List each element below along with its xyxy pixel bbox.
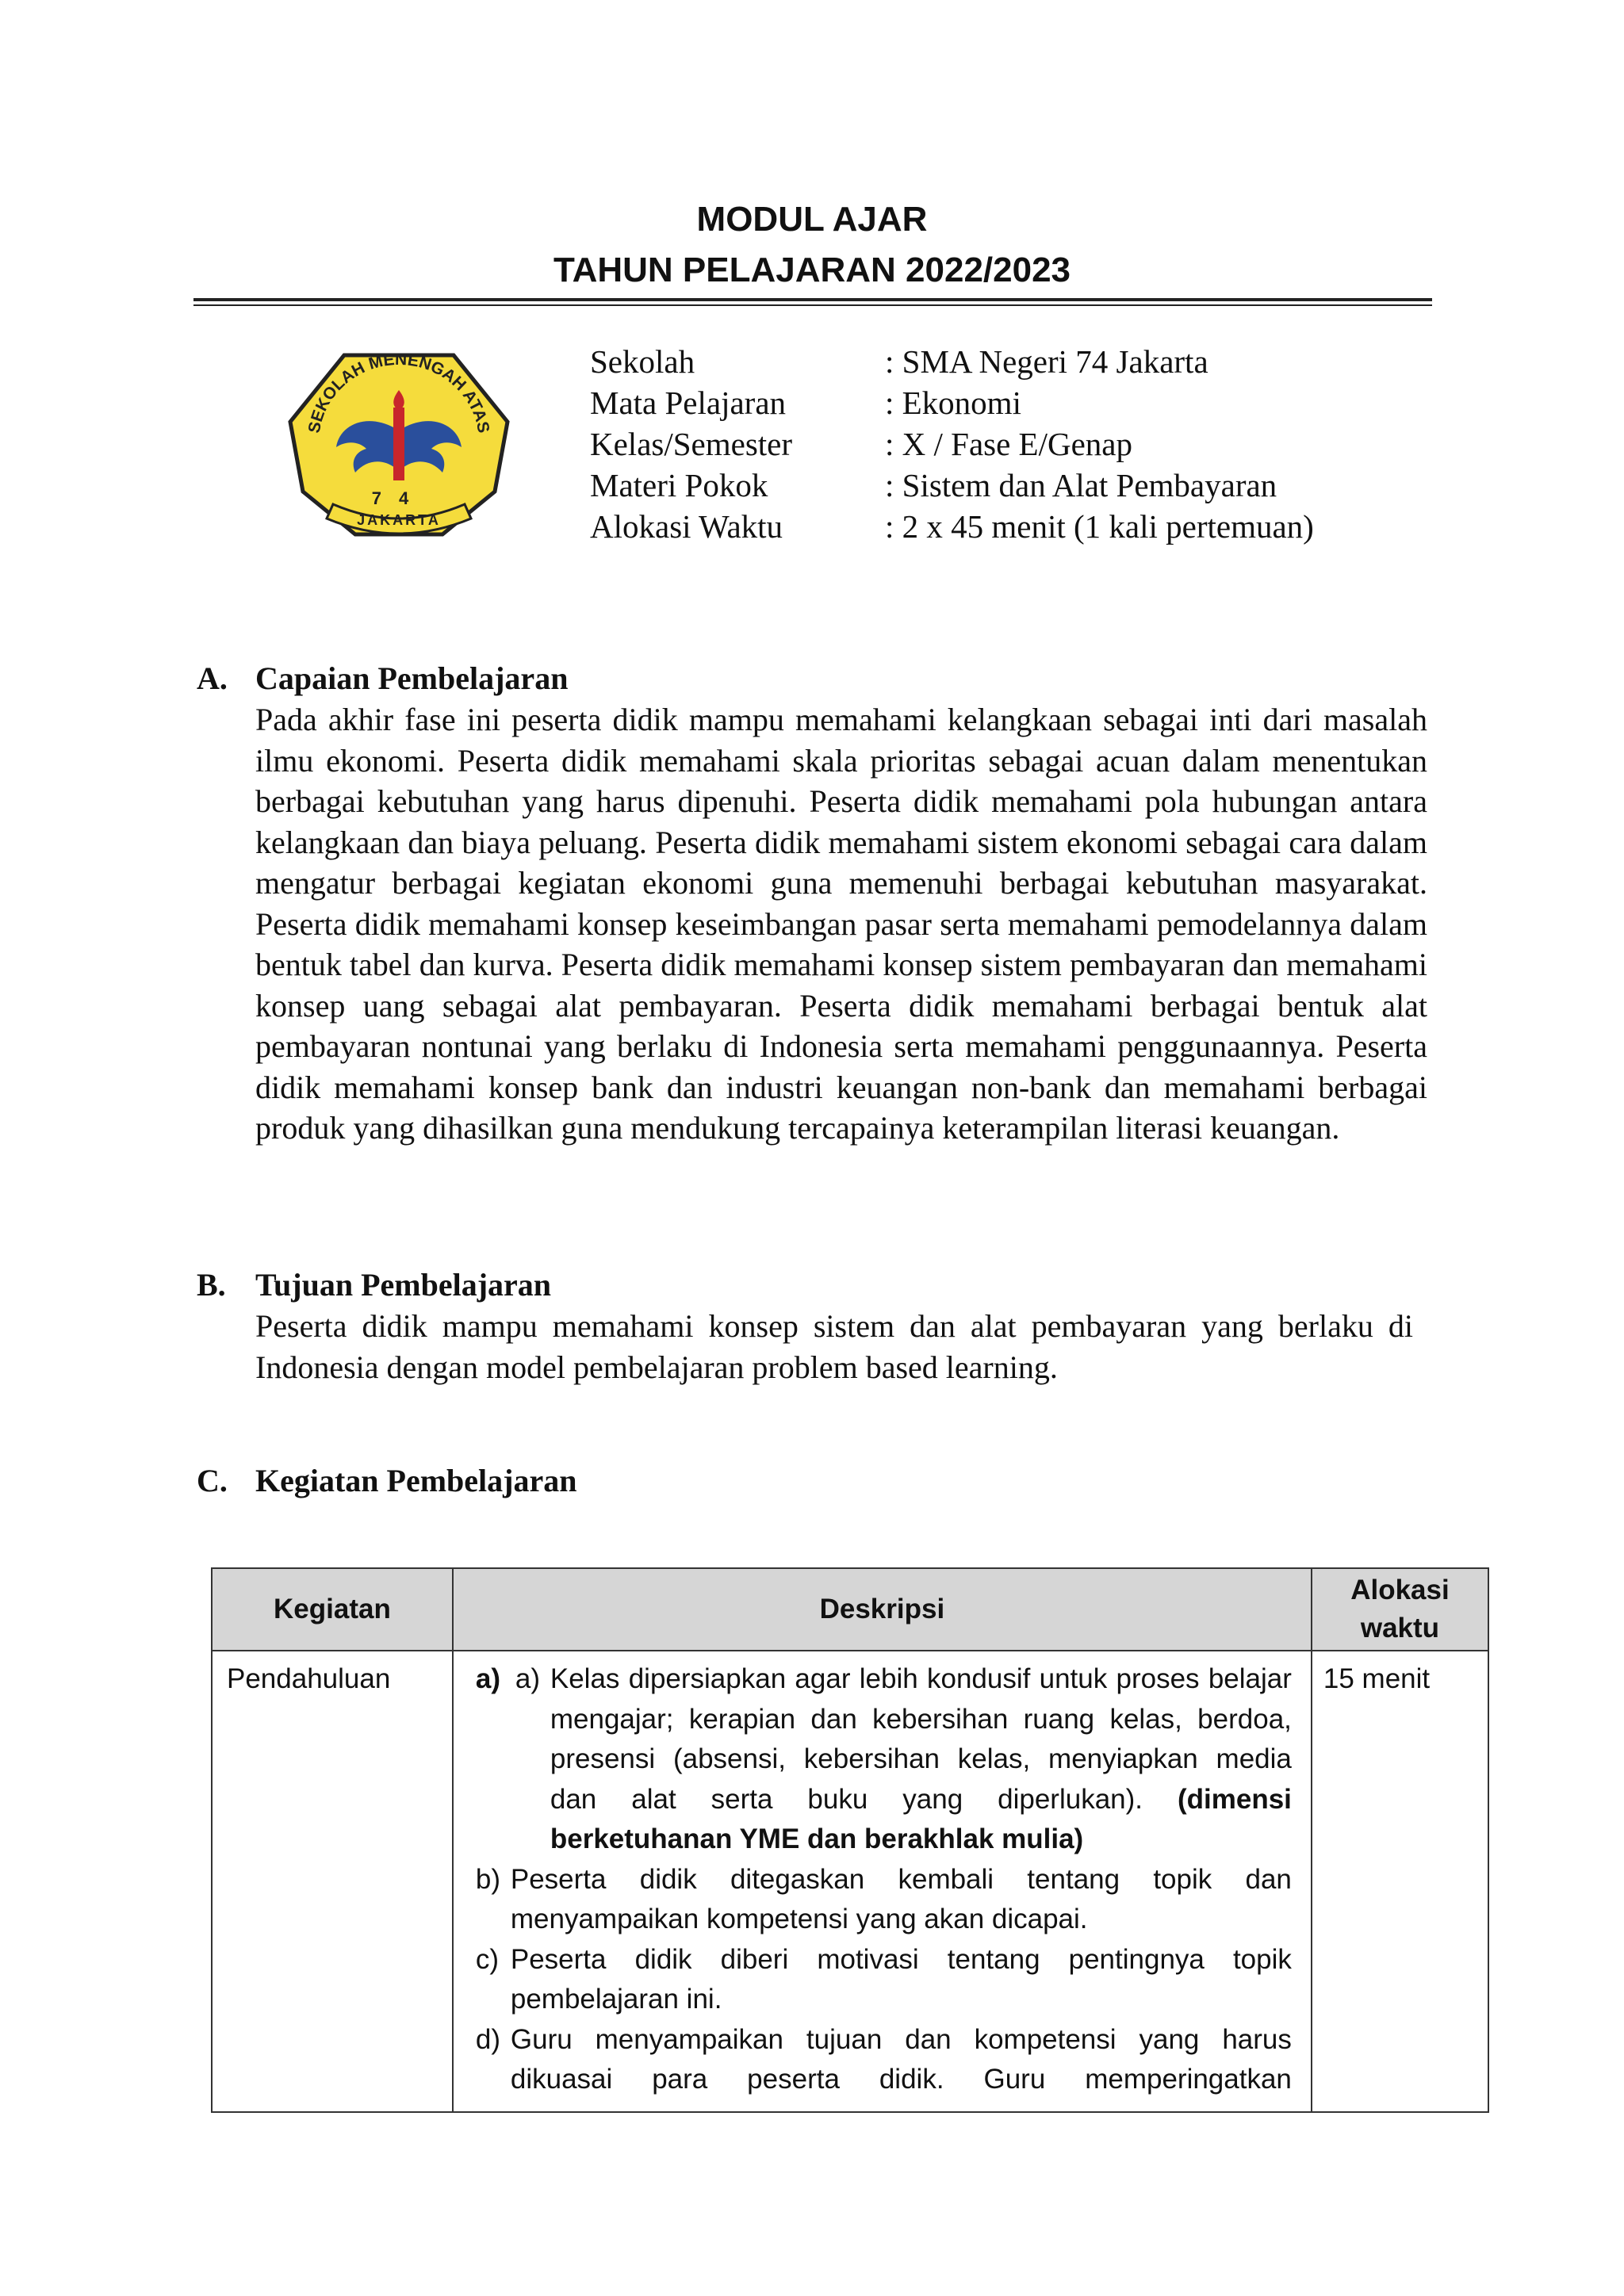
item-marker: a): [475, 1663, 500, 1694]
document-subtitle: TAHUN PELAJARAN 2022/2023: [553, 251, 1071, 289]
section-b-letter: B.: [197, 1267, 226, 1303]
logo-number: 74: [371, 488, 427, 508]
item-text-normal: Kelas dipersiapkan agar lebih kondusif untuk proses belajar mengajar; kerapian dan kebersihan ruang kelas, berdoa, presensi (absensi, kebersihan kelas, menyiapkan media dan alat serta buku yang diperlukan).: [550, 1663, 1292, 1815]
info-label: Alokasi Waktu: [590, 508, 783, 545]
section-c-title: Kegiatan Pembelajaran: [255, 1463, 577, 1498]
cell-alokasi: 15 menit: [1312, 1651, 1488, 2112]
section-a-body: Pada akhir fase ini peserta didik mampu memahami kelangkaan sebagai inti dari masalah ilmu ekonomi. Peserta didik memahami skala prioritas sebagai acuan dalam menentukan berbagai kebutuhan yang harus dipenuhi. Peserta didik memahami pola hubungan antara kelangkaan dan biaya peluang. Peserta didik memahami sistem ekonomi sebagai cara dalam mengatur berbagai kegiatan ekonomi guna memenuhi berbagai kebutuhan masyarakat. Peserta didik memahami konsep keseimbangan pasar serta memahami pemodelannya dalam bentuk tabel dan kurva. Peserta didik memahami konsep sistem pembayaran dan memahami konsep uang sebagai alat pembayaran. Peserta didik memahami berbagai bentuk alat pembayaran nontunai yang berlaku di Indonesia serta memahami penggunaannya. Peserta didik memahami konsep bank dan industri keuangan non-bank dan memahami berbagai produk yang dihasilkan guna mendukung tercapainya keterampilan literasi keuangan.: [255, 702, 1427, 1146]
info-value: : X / Fase E/Genap: [885, 426, 1132, 462]
logo-torch: [393, 408, 404, 480]
item-text: Guru menyampaikan tujuan dan kompetensi yang harus dikuasai para peserta didik. Guru memperingatkan: [510, 2023, 1292, 2095]
header-deskripsi: Deskripsi: [453, 1568, 1312, 1651]
cell-kegiatan: Pendahuluan: [212, 1651, 453, 2112]
info-label: Sekolah: [590, 343, 695, 380]
info-value: : SMA Negeri 74 Jakarta: [885, 343, 1208, 380]
info-value: : Sistem dan Alat Pembayaran: [885, 467, 1277, 503]
list-item: [476, 1940, 1292, 2020]
item-marker: d): [475, 2023, 500, 2055]
table-row: [212, 1651, 1488, 2112]
header-rule-thin: [193, 304, 1432, 306]
info-label: Materi Pokok: [590, 467, 768, 503]
header-alokasi-line1: Alokasi: [1350, 1575, 1450, 1605]
table-header-row: [212, 1568, 1488, 1651]
section-a-letter: A.: [197, 660, 228, 696]
item-text: Peserta didik ditegaskan kembali tentang topik dan menyampaikan kompetensi yang akan dicapai.: [510, 1863, 1292, 1934]
item-marker: b): [475, 1863, 500, 1895]
info-label: Mata Pelajaran: [590, 385, 787, 421]
info-row-school: [590, 341, 1314, 382]
logo-arc-text: SEKOLAH MENENGAH ATAS: [304, 350, 493, 435]
item-inner-marker: a): [515, 1663, 540, 1694]
list-item: [476, 2020, 1292, 2100]
section-a-title: Capaian Pembelajaran: [255, 660, 569, 696]
activity-table: [211, 1567, 1489, 2113]
module-info: [590, 341, 1314, 547]
info-value: : Ekonomi: [885, 385, 1021, 421]
school-logo: [287, 349, 511, 539]
list-item: [476, 1860, 1292, 1940]
item-marker: c): [475, 1943, 500, 1975]
cell-deskripsi: [453, 1651, 1312, 2112]
info-row-time: [590, 506, 1314, 547]
item-text-bold: (dimensi berketuhanan YME dan berakhlak mulia): [550, 1783, 1292, 1854]
document-title: MODUL AJAR: [696, 200, 928, 239]
info-row-topic: [590, 465, 1314, 506]
item-text: Peserta didik diberi motivasi tentang pentingnya topik pembelajaran ini.: [510, 1943, 1292, 2015]
section-c-letter: C.: [197, 1463, 228, 1498]
logo-city: JAKARTA: [357, 512, 441, 528]
section-b-title: Tujuan Pembelajaran: [255, 1267, 552, 1303]
header-alokasi-line2: waktu: [1360, 1613, 1440, 1644]
list-item: [476, 1659, 1292, 1860]
header-kegiatan: Kegiatan: [212, 1568, 453, 1651]
info-row-class: [590, 423, 1314, 465]
info-label: Kelas/Semester: [590, 426, 793, 462]
section-b-body: Peserta didik mampu memahami konsep sistem dan alat pembayaran yang berlaku di Indonesia dengan model pembelajaran problem based learning.: [255, 1308, 1413, 1385]
header-alokasi: [1312, 1568, 1488, 1651]
header-rule-thick: [193, 298, 1432, 301]
info-value: : 2 x 45 menit (1 kali pertemuan): [885, 508, 1314, 545]
info-row-subject: [590, 382, 1314, 423]
item-text: [550, 1659, 1292, 1860]
